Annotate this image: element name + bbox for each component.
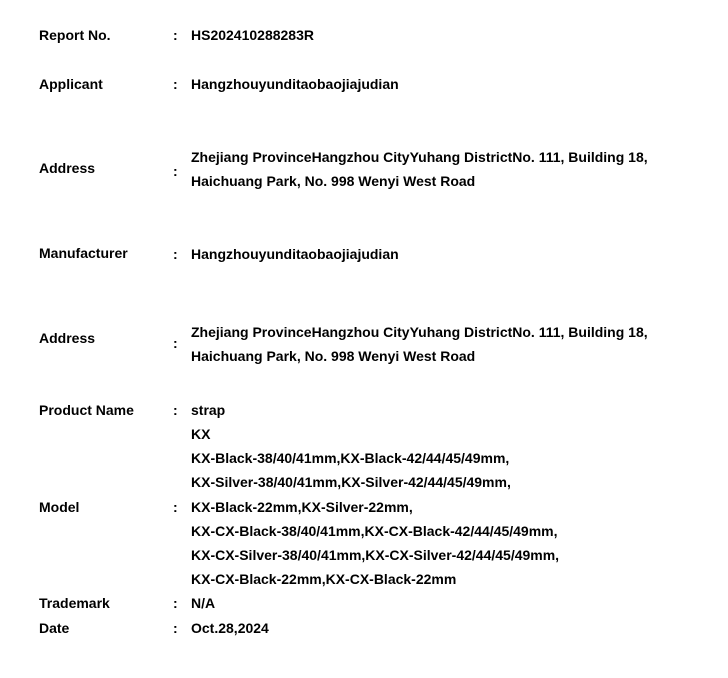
- date-value: Oct.28,2024: [191, 620, 269, 636]
- manufacturer-address-label: Address: [39, 330, 96, 346]
- applicant-label: Applicant: [39, 76, 103, 92]
- trademark-label: Trademark: [39, 595, 110, 611]
- product-name-label: Product Name: [39, 402, 134, 418]
- applicant-address-line: Haichuang Park, No. 998 Wenyi West Road: [191, 173, 476, 189]
- report-no-colon: :: [173, 27, 178, 43]
- manufacturer-address-line: Zhejiang ProvinceHangzhou CityYuhang DistrictNo. 111, Building 18,: [191, 324, 648, 340]
- model-colon: :: [173, 499, 178, 515]
- model-line: KX-Silver-38/40/41mm,KX-Silver-42/44/45/49mm,: [191, 474, 511, 491]
- model-line: KX-CX-Black-38/40/41mm,KX-CX-Black-42/44/45/49mm,: [191, 522, 558, 539]
- trademark-value: N/A: [191, 595, 216, 611]
- model-line: KX: [191, 426, 211, 442]
- manufacturer-colon: :: [173, 246, 178, 262]
- trademark-colon: :: [173, 595, 178, 611]
- model-line: KX-CX-Silver-38/40/41mm,KX-CX-Silver-42/44/45/49mm,: [191, 547, 560, 564]
- manufacturer-label: Manufacturer: [39, 245, 128, 261]
- date-label: Date: [39, 620, 70, 636]
- model-line: KX-CX-Black-22mm,KX-CX-Black-22mm: [191, 571, 457, 588]
- product-name-value: strap: [191, 402, 226, 418]
- report-no-label: Report No.: [39, 27, 111, 43]
- model-line: KX-Black-38/40/41mm,KX-Black-42/44/45/49mm,: [191, 450, 510, 467]
- model-list: [191, 422, 559, 591]
- manufacturer-address-colon: :: [173, 335, 178, 351]
- model-label: Model: [39, 499, 80, 515]
- date-colon: :: [173, 620, 178, 636]
- applicant-colon: :: [173, 76, 178, 92]
- product-name-colon: :: [173, 402, 178, 418]
- applicant-value: Hangzhouyunditaobaojiajudian: [191, 76, 399, 92]
- model-line: KX-Black-22mm,KX-Silver-22mm,: [191, 498, 413, 515]
- applicant-address-line: Zhejiang ProvinceHangzhou CityYuhang DistrictNo. 111, Building 18,: [191, 149, 648, 165]
- applicant-address-label: Address: [39, 160, 96, 176]
- manufacturer-value: Hangzhouyunditaobaojiajudian: [191, 246, 399, 262]
- report-no-value: HS202410288283R: [191, 27, 314, 43]
- applicant-address-colon: :: [173, 163, 178, 179]
- manufacturer-address-line: Haichuang Park, No. 998 Wenyi West Road: [191, 348, 476, 364]
